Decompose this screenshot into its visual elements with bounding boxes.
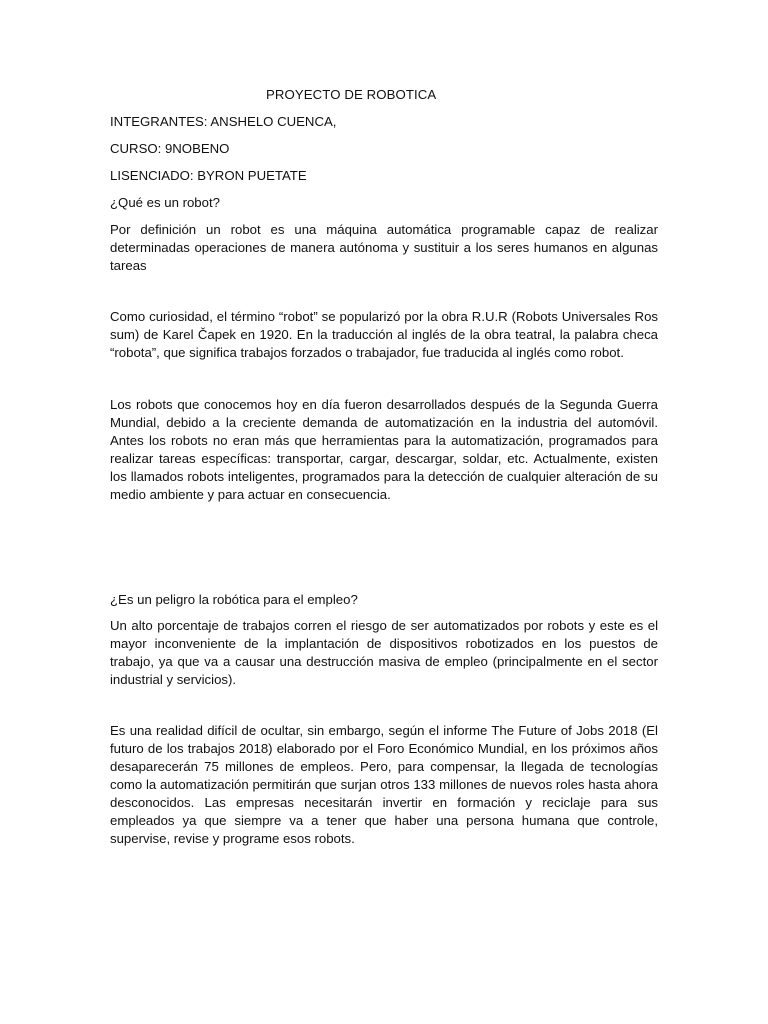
- paragraph-history: Los robots que conocemos hoy en día fueron desarrollados después de la Segunda Guerra Mundial, debido a la creciente demanda de automatización en la industria del automóvil. Antes los robots no eran más que herramientas para la automatización, programados para realizar tareas específicas: transportar, cargar, descargar, soldar, etc. Actualmente, existen los llamados robots inteligentes, programados para la detección de cualquier alteración de su medio ambiente y para actuar en consecuencia.: [110, 397, 658, 502]
- paragraph-curiosity: Como curiosidad, el término “robot” se popularizó por la obra R.U.R (Robots Universales Ros sum) de Karel Čapek en 1920. En la traducción al inglés de la obra teatral, la palabra checa “robota”, que significa trabajos forzados o trabajador, fue traducida al inglés como robot.: [110, 309, 658, 360]
- paragraph-automation-risk: Un alto porcentaje de trabajos corren el riesgo de ser automatizados por robots y este es el mayor inconveniente de la implantación de dispositivos robotizados en los puestos de trabajo, ya que va a causar una destrucción masiva de empleo (principalmente en el sector industrial y servicios).: [110, 618, 658, 687]
- integrantes-line: INTEGRANTES: ANSHELO CUENCA,: [110, 114, 337, 129]
- document-title: PROYECTO DE ROBOTICA: [266, 87, 437, 102]
- lisenciado-line: LISENCIADO: BYRON PUETATE: [110, 168, 307, 183]
- question-employment-danger: ¿Es un peligro la robótica para el empleo?: [110, 592, 358, 607]
- question-what-is-robot: ¿Qué es un robot?: [110, 195, 220, 210]
- paragraph-definition: Por definición un robot es una máquina automática programable capaz de realizar determinadas operaciones de manera autónoma y sustituir a los seres humanos en algunas tareas: [110, 222, 658, 273]
- curso-line: CURSO: 9NOBENO: [110, 141, 230, 156]
- paragraph-future-of-jobs: Es una realidad difícil de ocultar, sin embargo, según el informe The Future of Jobs 2018 (El futuro de los trabajos 2018) elaborado por el Foro Económico Mundial, en los próximos años desaparecerán 75 millones de empleos. Pero, para compensar, la llegada de tecnologías como la automatización permitirán que surjan otros 133 millones de nuevos roles hasta ahora desconocidos. Las empresas necesitarán invertir en formación y reciclaje para sus empleados ya que siempre va a tener que haber una persona humana que controle, supervise, revise y programe esos robots.: [110, 723, 658, 846]
